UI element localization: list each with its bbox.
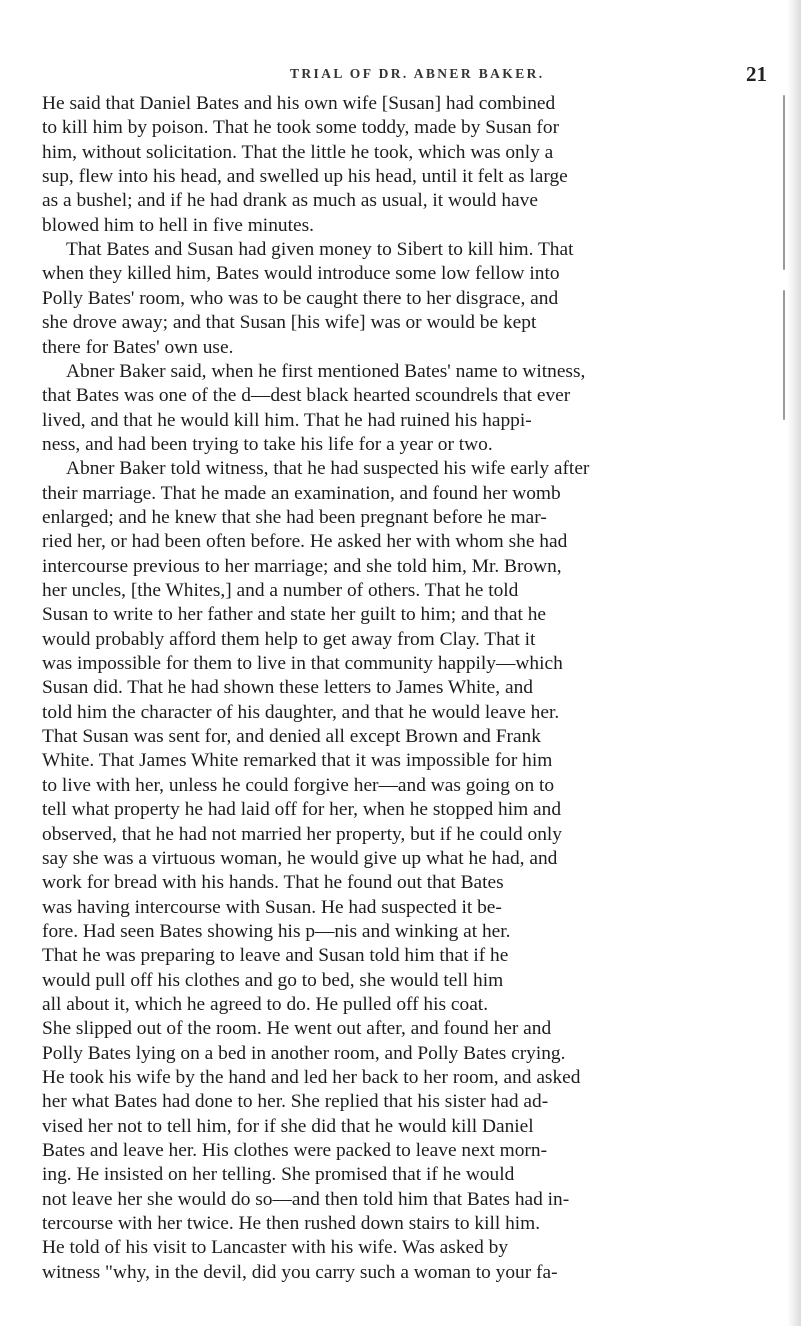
text-line: her what Bates had done to her. She replied that his sister had ad- [42, 1091, 549, 1113]
text-line: Abner Baker said, when he first mentioned Bates' name to witness, [66, 360, 586, 382]
text-line: her uncles, [the Whites,] and a number of others. That he told [42, 580, 519, 601]
running-title: TRIAL OF DR. ABNER BAKER. [290, 66, 545, 81]
text-line: That Susan was sent for, and denied all except Brown and Frank [42, 726, 541, 748]
text-line: intercourse previous to her marriage; and she told him, Mr. Brown, [42, 555, 562, 577]
running-header [0, 62, 801, 88]
text-line: White. That James White remarked that it was impossible for him [42, 750, 553, 772]
text-line: that Bates was one of the d—dest black hearted scoundrels that ever [42, 385, 571, 407]
text-line: all about it, which he agreed to do. He pulled off his coat. [42, 993, 489, 1015]
text-line: He took his wife by the hand and led her back to her room, and asked [42, 1067, 581, 1088]
text-line: vised her not to tell him, for if she did that he would kill Daniel [42, 1115, 534, 1137]
text-line: him, without solicitation. That the little he took, which was only a [42, 141, 554, 163]
text-line: ness, and had been trying to take his life for a year or two. [42, 433, 493, 455]
text-line: He said that Daniel Bates and his own wife [Susan] had combined [42, 93, 556, 114]
text-line: Susan did. That he had shown these letters to James White, and [42, 677, 533, 699]
text-line: work for bread with his hands. That he found out that Bates [42, 872, 504, 894]
page-edge-shadow [787, 0, 801, 1326]
text-line: Bates and leave her. His clothes were packed to leave next morn- [42, 1140, 548, 1162]
page-number: 21 [746, 62, 767, 86]
text-line: say she was a virtuous woman, he would give up what he had, and [42, 847, 558, 869]
text-line: when they killed him, Bates would introduce some low fellow into [42, 263, 560, 285]
text-line: ing. He insisted on her telling. She promised that if he would [42, 1164, 515, 1186]
text-line: That he was preparing to leave and Susan told him that if he [42, 945, 509, 967]
text-line: to kill him by poison. That he took some toddy, made by Susan for [42, 117, 560, 139]
text-line: Susan to write to her father and state her guilt to him; and that he [42, 604, 547, 626]
text-line: would pull off his clothes and go to bed, she would tell him [42, 969, 504, 991]
text-line: told him the character of his daughter, and that he would leave her. [42, 701, 560, 723]
text-line: not leave her she would do so—and then told him that Bates had in- [42, 1188, 570, 1210]
text-line: their marriage. That he made an examination, and found her womb [42, 482, 561, 504]
text-line: She slipped out of the room. He went out after, and found her and [42, 1018, 552, 1040]
text-line: witness "why, in the devil, did you carry such a woman to your fa- [42, 1261, 558, 1283]
text-line: there for Bates' own use. [42, 336, 234, 358]
text-line: Abner Baker told witness, that he had suspected his wife early after [66, 458, 590, 480]
text-line: enlarged; and he knew that she had been pregnant before he mar- [42, 506, 547, 528]
text-line: lived, and that he would kill him. That he had ruined his happi- [42, 409, 532, 431]
text-line: Polly Bates lying on a bed in another room, and Polly Bates crying. [42, 1042, 566, 1064]
text-line: That Bates and Susan had given money to Sibert to kill him. That [66, 239, 574, 261]
text-line: tercourse with her twice. He then rushed down stairs to kill him. [42, 1213, 541, 1235]
text-line: she drove away; and that Susan [his wife] was or would be kept [42, 312, 537, 334]
text-line: Polly Bates' room, who was to be caught there to her disgrace, and [42, 287, 559, 309]
text-line: was having intercourse with Susan. He had suspected it be- [42, 896, 502, 918]
text-line: fore. Had seen Bates showing his p—nis and winking at her. [42, 920, 511, 942]
text-line: was impossible for them to live in that community happily—which [42, 653, 563, 675]
text-line: tell what property he had laid off for her, when he stopped him and [42, 799, 562, 821]
text-line: observed, that he had not married her property, but if he could only [42, 823, 562, 845]
text-line: would probably afford them help to get away from Clay. That it [42, 628, 536, 650]
text-line: sup, flew into his head, and swelled up his head, until it felt as large [42, 166, 568, 188]
text-line: to live with her, unless he could forgive her—and was going on to [42, 774, 555, 796]
text-line: blowed him to hell in five minutes. [42, 214, 314, 236]
edge-mark [783, 290, 785, 420]
text-line: ried her, or had been often before. He asked her with whom she had [42, 531, 568, 553]
text-line: as a bushel; and if he had drank as much as usual, it would have [42, 190, 538, 212]
edge-mark [783, 95, 785, 270]
text-line: He told of his visit to Lancaster with his wife. Was asked by [42, 1237, 509, 1259]
